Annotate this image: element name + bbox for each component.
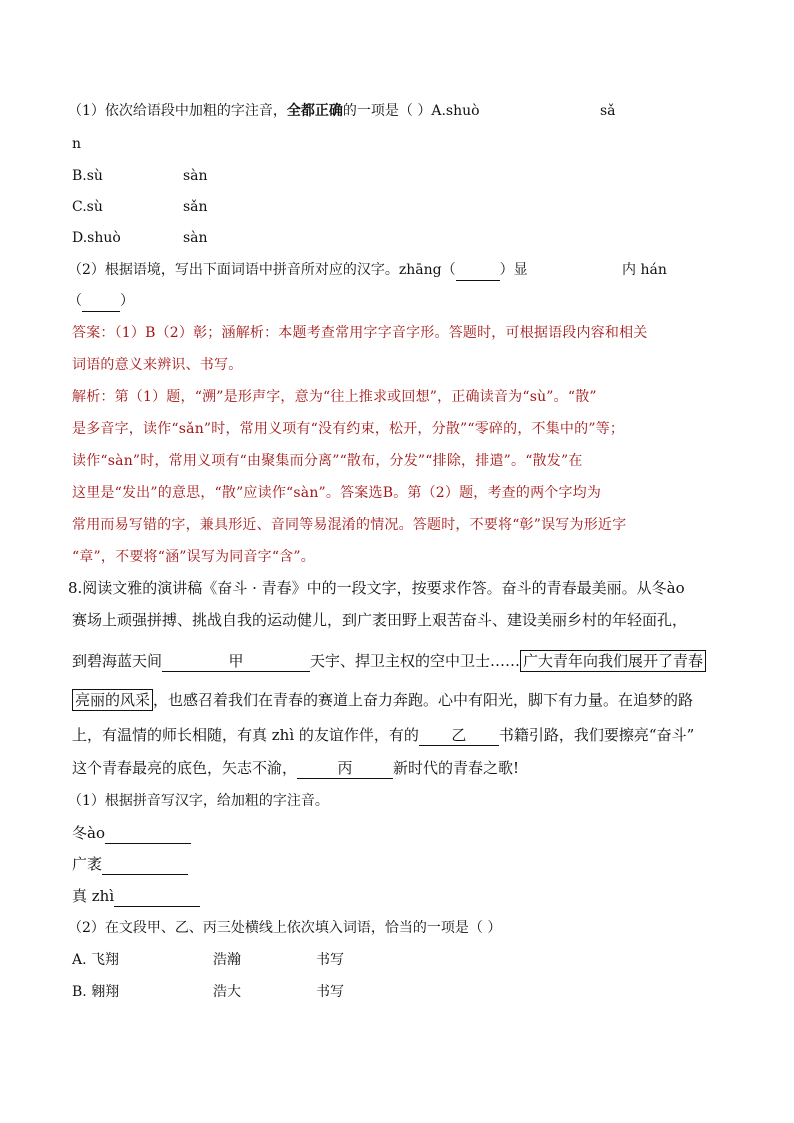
open-paren: （ <box>68 293 82 309</box>
answer-blank-han[interactable] <box>82 291 120 312</box>
q8-line3-b: 天宇、捍卫主权的空中卫士…… <box>310 652 521 670</box>
option-b-3: 书写 <box>316 984 344 1000</box>
option-b-label: B.sù <box>72 168 103 184</box>
q8-sub2-stem: （2）在文段甲、乙、丙三处横线上依次填入词语，恰当的一项是（ ） <box>68 920 502 936</box>
fill-row-2 <box>72 854 188 875</box>
fill-blank-3[interactable] <box>114 886 200 907</box>
option-c-label: C.sù <box>72 199 103 215</box>
q7-sub1-prefix: （1）依次给语段中加粗的字注音， <box>68 103 287 119</box>
answer-line-2: 词语的意义来辨识、书写。 <box>72 357 243 373</box>
boxed-text-a: 广大青年向我们展开了青春 <box>520 650 706 672</box>
blank-jia[interactable]: 甲 <box>162 651 310 672</box>
fill-blank-2[interactable] <box>102 854 188 875</box>
answer-line-7: 常用而易写错的字，兼具形近、音同等易混淆的情况。答题时，不要将“彰”误写为形近字 <box>72 517 627 533</box>
q8-line3-a: 到碧海蓝天间 <box>72 652 163 670</box>
answer-line-3: 解析：第（1）题，“溯”是形声字，意为“往上推求或回想”，正确读音为“sù”。“散” <box>72 389 597 405</box>
fill-row-1 <box>72 823 191 844</box>
q7-sub2-second <box>68 291 134 312</box>
q7-sub1-suffix: 的一项是（ ）A.shuò <box>342 103 480 119</box>
q8-line-1: 8.阅读文雅的演讲稿《奋斗 · 青春》中的一段文字，按要求作答。奋斗的青春最美丽。从冬ào <box>68 579 685 597</box>
q8-line5-a: 上，有温情的师长相随，有真 zhì 的友谊作伴，有的 <box>72 726 419 744</box>
option-a-2: 浩瀚 <box>213 952 241 968</box>
answer-line-5: 读作“sàn”时，常用义项有“由聚集而分离”“散布，分发”“排除，排遣”。“散发”在 <box>72 453 583 469</box>
option-a-3: 书写 <box>316 952 344 968</box>
fill-blank-1[interactable] <box>105 823 191 844</box>
q7-sub2-stem <box>68 260 528 281</box>
option-b-2: 浩大 <box>213 984 241 1000</box>
q8-line4-rest: ，也感召着我们在青春的赛道上奋力奔跑。心中有阳光，脚下有力量。在追梦的路 <box>153 691 694 709</box>
fill-row-3 <box>72 886 200 907</box>
close-paren: ） <box>120 293 134 309</box>
q7-sub2-text1: （2）根据语境，写出下面词语中拼音所对应的汉字。zhāng（ <box>68 262 456 278</box>
q8-line-4 <box>72 690 693 710</box>
q7-sub1-stem <box>68 101 480 121</box>
option-d-label: D.shuò <box>72 230 121 246</box>
fill-label-1: 冬ào <box>72 824 105 842</box>
option-d-value: sàn <box>183 230 208 246</box>
answer-line-4: 是多音字，读作“sǎn”时，常用义项有“没有约束，松开，分散”“零碎的，不集中的”等； <box>72 421 625 437</box>
q7-sub2-text2: ）显 <box>499 262 528 278</box>
q8-line-6 <box>72 758 519 779</box>
q7-sub1-bold: 全都正确 <box>286 103 343 119</box>
answer-line-6: 这里是“发出”的意思，“散”应读作“sàn”。答案选B。第（2）题，考查的两个字均为 <box>72 485 602 501</box>
q7-sub1-a-second: sǎ <box>600 103 616 119</box>
blank-yi[interactable]: 乙 <box>419 725 499 746</box>
q8-line5-b: 书籍引路，我们要擦亮“奋斗” <box>498 726 695 744</box>
q8-line6-b: 新时代的青春之歌! <box>393 759 520 777</box>
option-c-value: sǎn <box>183 199 208 215</box>
option-b-1: B. 翱翔 <box>72 984 120 1000</box>
q8-line-2: 赛场上顽强拼搏、挑战自我的运动健儿，到广袤田野上艰苦奋斗、建设美丽乡村的年轻面孔， <box>72 611 688 629</box>
fill-label-2: 广袤 <box>72 855 103 873</box>
q8-sub1-stem: （1）根据拼音写汉字，给加粗的字注音。 <box>68 793 329 809</box>
q7-sub1-a-wrap: n <box>72 136 82 152</box>
fill-label-3: 真 zhì <box>72 887 115 905</box>
q8-line6-a: 这个青春最亮的底色，矢志不渝， <box>72 759 298 777</box>
answer-blank-zhang[interactable] <box>456 260 500 281</box>
q8-line-5 <box>72 725 694 746</box>
answer-line-1: 答案：（1）B（2）彰；涵解析：本题考查常用字字音字形。答题时，可根据语段内容和相关 <box>72 325 648 341</box>
option-a-1: A. 飞翔 <box>72 952 120 968</box>
option-b-value: sàn <box>183 168 208 184</box>
q7-sub2-text3: 内 hán <box>622 262 667 278</box>
boxed-text-b: 亮丽的风采 <box>72 689 153 711</box>
answer-line-8: “章”，不要将“涵”误写为同音字“含”。 <box>72 549 315 565</box>
q8-line-3 <box>72 651 706 672</box>
blank-bing[interactable]: 丙 <box>297 758 393 779</box>
